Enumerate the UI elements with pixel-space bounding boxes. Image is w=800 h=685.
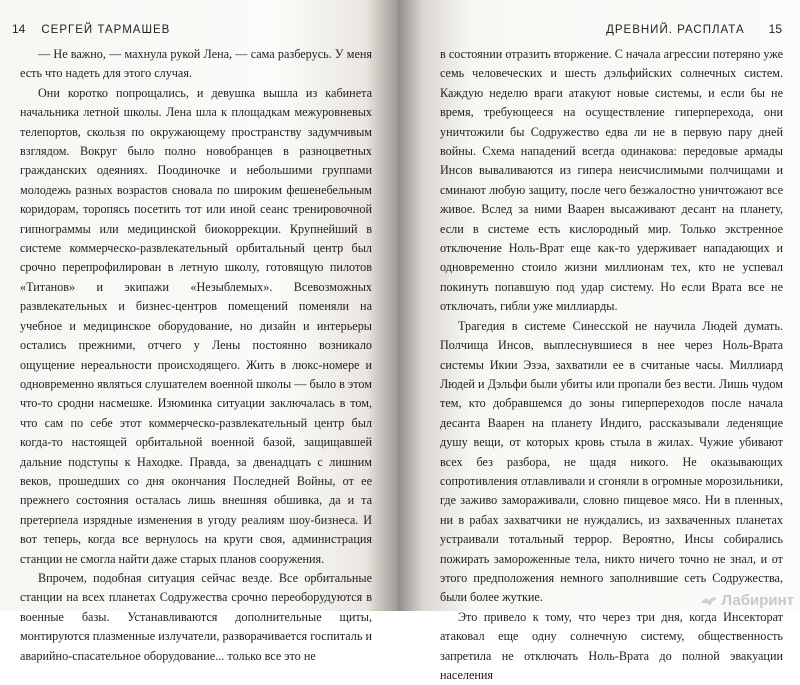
- left-author-name: СЕРГЕЙ ТАРМАШЕВ: [41, 24, 171, 36]
- paragraph: Это привело к тому, что через три дня, когда Инсекторат атаковал еще одну солнечную систему, общественность запретила не отключать Ноль-Врата до полной эвакуации населения: [440, 609, 783, 682]
- paragraph: в состоянии отразить вторжение. С начала агрессии потеряно уже семь человеческих и шесть дэльфийских солнечных систем. Каждую неделю враги атакуют новые системы, и если бы не время, требующееся на осуществление гиперперехода, они уничтожили бы Содружество едва ли не в первую пару дней войны. Схема нападений всегда одинакова: передовые армады Инсов вываливаются из гипера неисчислимыми полчищами и сминают любую защиту, после чего безжалостно уничтожают все живое. Вслед за ними Ваарен высаживают десант на планету, если в системе есть кислородный мир. Только экстренное отключение Ноль-Врат еще как-то удерживает нападающих и одновременно стоило жизни миллионам тех, кто не успевал покинуть попавшую под удар систему. Но если Врата все не отключать, гибли уже миллиарды.: [440, 47, 783, 314]
- paragraph: Они коротко попрощались, и девушка вышла из кабинета начальника летной школы. Лена шла к площадкам межуровневых телепортов, скользя по окружающему пространству задумчивым взглядом. Вокруг было полно новобранцев в разноцветных гражданских одеяниях. Поодиночке и небольшими группами молодежь разных возрастов сновала по широким фешенебельным коридорам, торопясь посетить тот или иной сеанс тренировочной гипнограммы или медицинской биокоррекции. Крупнейший в системе коммерческо-развлекательный орбитальный центр был срочно перепрофилирован в летную школу, готовящую пилотов «Титанов» и экипажи «Незыблемых». Всевозможных развлекательных и бизнес-центров помещений поменяли на учебное и медицинское оборудование, но дизайн и интерьеры остались прежними, отчего у Лены постоянно возникало ощущение нереальности происходящего. Жить в люкс-номере и одновременно являться слушателем военной школы — было в этом что-то сродни насмешке. Изюминка ситуации заключалась в том, что сам по себе этот коммерческо-развлекательный центр был когда-то настоящей орбитальной военной базой, защищавшей дальние подступы к Находке. Правда, за двенадцать с лишним веков, прошедших со дня окончания Последней Войны, от ее прежнего состояния осталась лишь внешняя обшивка, да и та претерпела изрядные изменения в угоду реалиям шоу-бизнеса. И вот теперь, когда все вернулось на круги своя, администрация станции не смогла найти даже старых планов сооружения.: [20, 85, 372, 566]
- left-page-text: [20, 45, 372, 666]
- bird-icon: [700, 594, 718, 608]
- paragraph: Впрочем, подобная ситуация сейчас везде. Все орбитальные станции на всех планетах Содружества срочно переоборудуются в военные базы. Устанавливаются дополнительные щиты, монтируются плазменные излучатели, разворачивается госпиталь и аварийно-спасательное оборудование... только все это не: [20, 570, 372, 663]
- left-page-number: 14: [12, 22, 26, 36]
- watermark-logo: [700, 592, 794, 609]
- left-page: [0, 0, 398, 663]
- right-book-title: ДРЕВНИЙ. РАСПЛАТА: [606, 24, 745, 36]
- right-page-number: 15: [768, 22, 782, 36]
- left-running-head: [12, 22, 170, 36]
- right-page: [398, 0, 800, 682]
- paragraph: Трагедия в системе Синесской не научила Людей думать. Полчища Инсов, выплеснувшиеся в нее через Ноль-Врата системы Икии Эзэа, захватили ее в считаные часы. Миллиард Людей и Дэльфи были убиты или пропали без вести. Лишь чудом тем, кто добравшемся до зоны гиперпереходов после начала десанта Ваарен на планету Индиго, рассказывали леденящие душу вещи, от которых кровь стыла в жилах. Чужие убивают всех без разбора, не щадя никого. Не оказывающих сопротивления отлавливали и сгоняли в огромные морозильники, где заживо замораживали, словно пищевое мясо. Ни в пленных, ни в рабах захватчики не нуждались, из захваченных планетах устраивали тотальный террор. Вероятно, Инсы собирались пожирать замороженные тела, никто ничего точно не знал, и от этого предположения немного заполнившие сеть Содружества, были более жуткие.: [440, 318, 783, 605]
- right-page-text: [440, 45, 783, 685]
- watermark-text: Лабиринт: [721, 592, 794, 609]
- paragraph: — Не важно, — махнула рукой Лена, — сама разберусь. У меня есть что надеть для этого случая.: [20, 47, 372, 81]
- right-running-head: [606, 22, 782, 36]
